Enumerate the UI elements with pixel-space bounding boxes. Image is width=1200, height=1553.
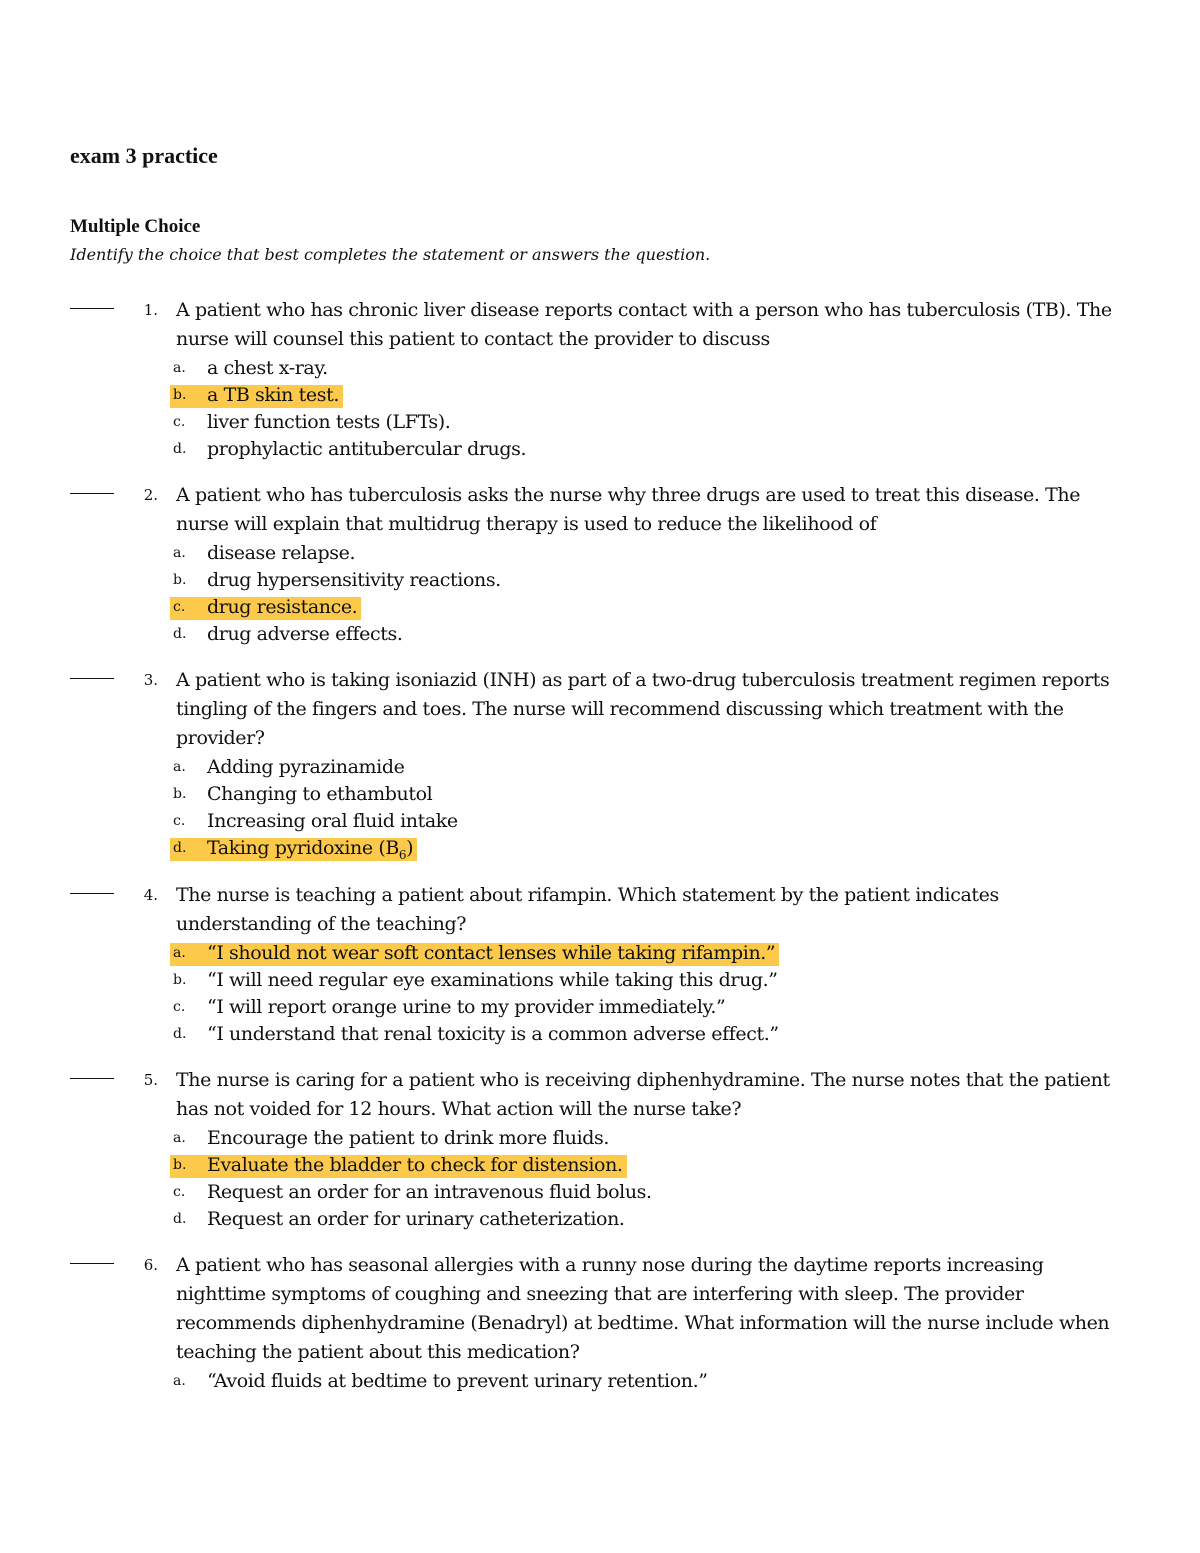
option-letter: c. — [173, 813, 186, 829]
option-text — [207, 754, 404, 781]
answer-option[interactable] — [170, 382, 1130, 409]
option-letter: d. — [173, 441, 187, 457]
option-letter: a. — [173, 1373, 186, 1389]
option-letter: d. — [173, 1211, 187, 1227]
answer-option[interactable] — [170, 994, 1130, 1021]
answer-option[interactable] — [170, 1021, 1130, 1048]
option-letter: c. — [173, 599, 186, 615]
option-text-main: Encourage the patient to drink more fluids. — [207, 1127, 610, 1149]
question-number: 3. — [143, 671, 158, 689]
answer-blank[interactable] — [70, 678, 114, 679]
option-text-main: prophylactic antitubercular drugs. — [207, 438, 527, 460]
answer-option[interactable] — [170, 1368, 1130, 1395]
option-subscript: 6 — [398, 847, 407, 862]
answer-option[interactable] — [170, 1152, 1130, 1179]
answer-option[interactable] — [170, 540, 1130, 567]
option-text-suffix: ) — [406, 837, 414, 859]
option-text — [207, 436, 526, 463]
option-text-main: “I will report orange urine to my provider immediately.” — [207, 996, 726, 1018]
question-number: 2. — [143, 486, 158, 504]
option-text — [207, 1179, 652, 1206]
option-text-main: “Avoid fluids at bedtime to prevent urinary retention.” — [207, 1370, 708, 1392]
option-text — [207, 1021, 779, 1048]
option-text-main: a chest x-ray. — [207, 357, 328, 379]
option-letter: c. — [173, 414, 186, 430]
instructions: Identify the choice that best completes the statement or answers the question. — [70, 245, 711, 264]
option-text — [207, 808, 458, 835]
answer-option[interactable] — [170, 409, 1130, 436]
answer-option[interactable] — [170, 754, 1130, 781]
answer-option[interactable] — [170, 355, 1130, 382]
option-text — [207, 567, 501, 594]
option-list — [170, 355, 1130, 463]
answer-blank[interactable] — [70, 493, 114, 494]
option-text — [207, 1206, 625, 1233]
option-letter: a. — [173, 545, 186, 561]
question-number: 1. — [143, 301, 158, 319]
option-text-main: “I should not wear soft contact lenses while taking rifampin.” — [207, 942, 776, 964]
option-letter: b. — [173, 786, 187, 802]
option-list — [170, 940, 1130, 1048]
question-stem: A patient who has chronic liver disease reports contact with a person who has tuberculosis (TB). The nurse will counsel this patient to contact the provider to discuss — [176, 299, 1112, 350]
option-letter: d. — [173, 840, 187, 856]
question-number: 4. — [143, 886, 158, 904]
answer-option[interactable] — [170, 940, 1130, 967]
answer-blank[interactable] — [70, 893, 114, 894]
answer-option[interactable] — [170, 621, 1130, 648]
option-text — [207, 994, 725, 1021]
option-letter: d. — [173, 626, 187, 642]
option-text — [207, 621, 403, 648]
option-text — [207, 835, 413, 869]
option-text — [207, 355, 328, 382]
answer-blank[interactable] — [70, 1078, 114, 1079]
answer-option[interactable] — [170, 808, 1130, 835]
option-text-main: a TB skin test. — [207, 384, 339, 406]
section-heading: Multiple Choice — [70, 216, 201, 237]
option-text — [207, 781, 432, 808]
answer-option[interactable] — [170, 1179, 1130, 1206]
answer-blank[interactable] — [70, 1263, 114, 1264]
option-letter: a. — [173, 945, 186, 961]
option-text — [207, 594, 357, 621]
option-letter: d. — [173, 1026, 187, 1042]
option-text-main: Taking pyridoxine (B — [207, 837, 399, 859]
option-letter: b. — [173, 1157, 187, 1173]
option-text-main: drug adverse effects. — [207, 623, 403, 645]
option-text-main: Changing to ethambutol — [207, 783, 433, 805]
answer-option[interactable] — [170, 967, 1130, 994]
option-text-main: drug hypersensitivity reactions. — [207, 569, 501, 591]
option-letter: c. — [173, 999, 186, 1015]
question-number: 5. — [143, 1071, 158, 1089]
option-letter: a. — [173, 1130, 186, 1146]
option-text — [207, 409, 450, 436]
option-text-main: Adding pyrazinamide — [207, 756, 405, 778]
answer-option[interactable] — [170, 835, 1130, 862]
answer-blank[interactable] — [70, 308, 114, 309]
option-letter: c. — [173, 1184, 186, 1200]
option-letter: b. — [173, 387, 187, 403]
option-text-main: Evaluate the bladder to check for distension. — [207, 1154, 623, 1176]
option-text-main: disease relapse. — [207, 542, 356, 564]
page-title: exam 3 practice — [70, 143, 218, 168]
question-number: 6. — [143, 1256, 158, 1274]
question-stem: A patient who has seasonal allergies with a runny nose during the daytime reports increasing nighttime symptoms of coughing and sneezing that are interfering with sleep. The provider recommends diphenhydramine (Benadryl) at bedtime. What information will the nurse include when teaching the patient about this medication? — [176, 1254, 1110, 1363]
option-text — [207, 540, 355, 567]
answer-option[interactable] — [170, 567, 1130, 594]
answer-option[interactable] — [170, 781, 1130, 808]
question-stem: The nurse is teaching a patient about rifampin. Which statement by the patient indicates understanding of the teaching? — [176, 884, 999, 935]
option-text — [207, 1125, 609, 1152]
answer-option[interactable] — [170, 1206, 1130, 1233]
option-text — [207, 967, 778, 994]
question-stem: A patient who is taking isoniazid (INH) as part of a two-drug tuberculosis treatment regimen reports tingling of the fingers and toes. The nurse will recommend discussing which treatment with the provider? — [176, 669, 1110, 749]
question-stem: A patient who has tuberculosis asks the nurse why three drugs are used to treat this disease. The nurse will explain that multidrug therapy is used to reduce the likelihood of — [176, 484, 1081, 535]
option-letter: a. — [173, 360, 186, 376]
option-text-main: “I will need regular eye examinations while taking this drug.” — [207, 969, 778, 991]
option-text-main: “I understand that renal toxicity is a common adverse effect.” — [207, 1023, 779, 1045]
option-text-main: Request an order for urinary catheterization. — [207, 1208, 625, 1230]
option-text-main: Increasing oral fluid intake — [207, 810, 458, 832]
option-list — [170, 754, 1130, 862]
option-text-main: Request an order for an intravenous fluid bolus. — [207, 1181, 652, 1203]
option-letter: b. — [173, 572, 187, 588]
option-text-main: liver function tests (LFTs). — [207, 411, 451, 433]
answer-option[interactable] — [170, 436, 1130, 463]
option-text-main: drug resistance. — [207, 596, 358, 618]
option-letter: b. — [173, 972, 187, 988]
question-stem: The nurse is caring for a patient who is receiving diphenhydramine. The nurse notes that the patient has not voided for 12 hours. What action will the nurse take? — [176, 1069, 1110, 1120]
option-text — [207, 1152, 623, 1179]
option-list — [170, 540, 1130, 648]
option-text — [207, 382, 339, 409]
option-text — [207, 1368, 708, 1395]
answer-option[interactable] — [170, 1125, 1130, 1152]
option-text — [207, 940, 775, 967]
answer-option[interactable] — [170, 594, 1130, 621]
option-letter: a. — [173, 759, 186, 775]
option-list — [170, 1125, 1130, 1233]
option-list — [170, 1368, 1130, 1395]
